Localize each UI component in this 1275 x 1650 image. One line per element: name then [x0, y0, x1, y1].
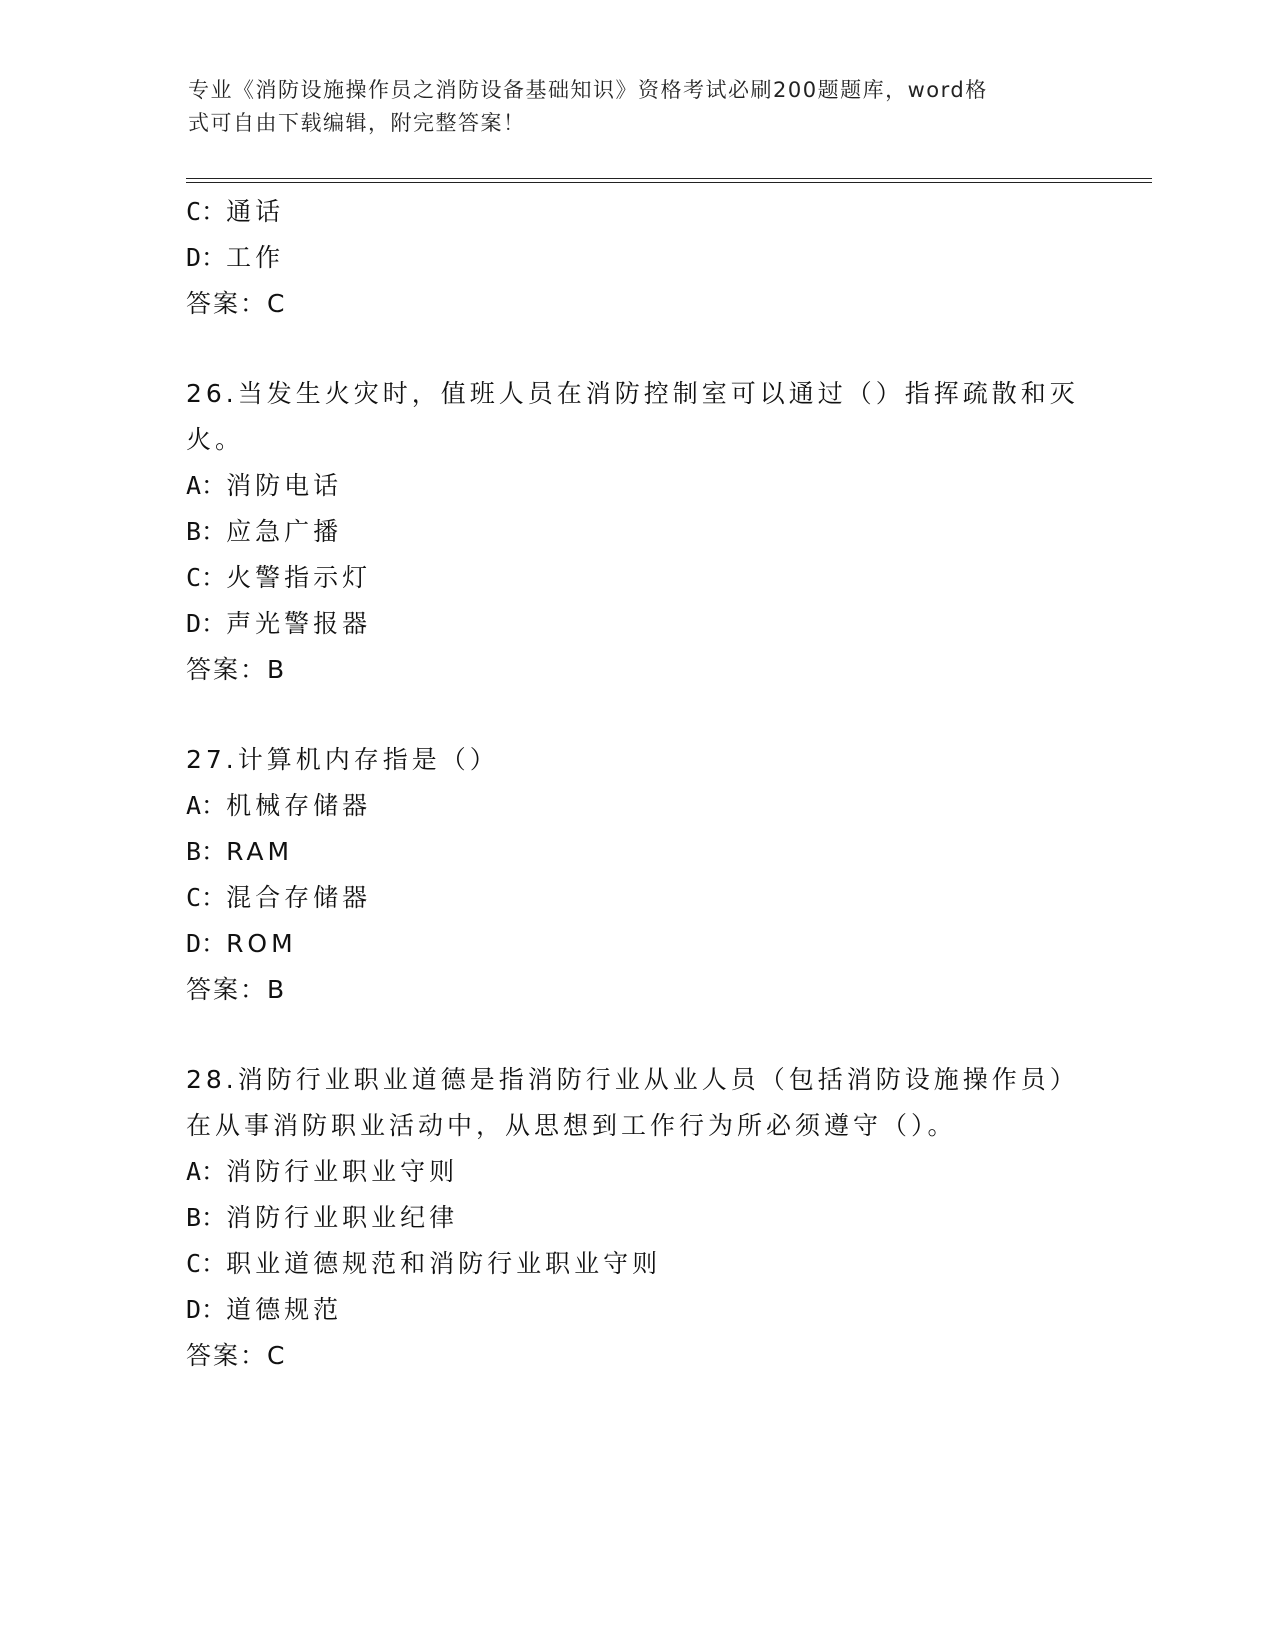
option-b — [186, 829, 1086, 875]
option-c — [186, 1241, 1086, 1287]
option-c — [186, 555, 1086, 601]
option-key: D： — [186, 929, 227, 958]
answer-line: 答案：C — [186, 289, 287, 318]
option-text: RAM — [226, 837, 294, 866]
option-d — [186, 921, 1086, 967]
option-key: D： — [186, 609, 227, 638]
question-stem: 28.消防行业职业道德是指消防行业从业人员（包括消防设施操作员） — [186, 1065, 1079, 1094]
option-a — [186, 783, 1086, 829]
option-text: 消防行业职业纪律 — [226, 1203, 459, 1232]
option-key: C： — [186, 1249, 227, 1278]
answer-line: 答案：B — [186, 975, 287, 1004]
question-stem: 27.计算机内存指是（） — [186, 745, 499, 774]
question-28 — [186, 1057, 1086, 1379]
question-stem-continued: 火。 — [186, 425, 245, 454]
option-text: 消防行业职业守则 — [226, 1157, 459, 1186]
header-divider-bottom — [186, 182, 1152, 183]
question-stem-continued: 在从事消防职业活动中，从思想到工作行为所必须遵守（）。 — [186, 1111, 957, 1140]
option-text: 应急广播 — [226, 517, 343, 546]
option-a — [186, 1149, 1086, 1195]
option-key: D： — [186, 243, 227, 272]
question-27 — [186, 737, 1086, 1013]
header-divider-top — [186, 178, 1152, 179]
option-d — [186, 601, 1086, 647]
option-key: B： — [186, 517, 227, 546]
option-b — [186, 509, 1086, 555]
option-d — [186, 1287, 1086, 1333]
answer-line: 答案：C — [186, 1341, 287, 1370]
option-a — [186, 463, 1086, 509]
option-key: B： — [186, 1203, 227, 1232]
option-text: 道德规范 — [226, 1295, 343, 1324]
option-text: 消防电话 — [226, 471, 343, 500]
option-b — [186, 1195, 1086, 1241]
option-text: 声光警报器 — [226, 609, 372, 638]
option-text: 机械存储器 — [226, 791, 372, 820]
option-text: 工作 — [226, 243, 285, 272]
option-key: C： — [186, 197, 227, 226]
option-key: A： — [186, 1157, 227, 1186]
option-key: C： — [186, 563, 227, 592]
option-text: 火警指示灯 — [226, 563, 372, 592]
option-key: B： — [186, 837, 227, 866]
option-text: 混合存储器 — [226, 883, 372, 912]
header-line-1: 专业《消防设施操作员之消防设备基础知识》资格考试必刷200题题库，word格 — [188, 78, 988, 102]
question-26 — [186, 371, 1086, 693]
option-text: 通话 — [226, 197, 285, 226]
option-c — [186, 189, 1086, 235]
spacer — [186, 1013, 1086, 1057]
option-key: A： — [186, 791, 227, 820]
option-c — [186, 875, 1086, 921]
option-text: 职业道德规范和消防行业职业守则 — [226, 1249, 662, 1278]
option-text: ROM — [226, 929, 297, 958]
question-list — [186, 189, 1086, 1379]
document-header — [188, 74, 1068, 140]
spacer — [186, 327, 1086, 371]
option-key: C： — [186, 883, 227, 912]
answer-line: 答案：B — [186, 655, 287, 684]
option-d — [186, 235, 1086, 281]
question-25-continued — [186, 189, 1086, 327]
header-line-2: 式可自由下载编辑，附完整答案！ — [188, 111, 526, 135]
option-key: D： — [186, 1295, 227, 1324]
question-stem: 26.当发生火灾时，值班人员在消防控制室可以通过（）指挥疏散和灭 — [186, 379, 1079, 408]
spacer — [186, 693, 1086, 737]
option-key: A： — [186, 471, 227, 500]
